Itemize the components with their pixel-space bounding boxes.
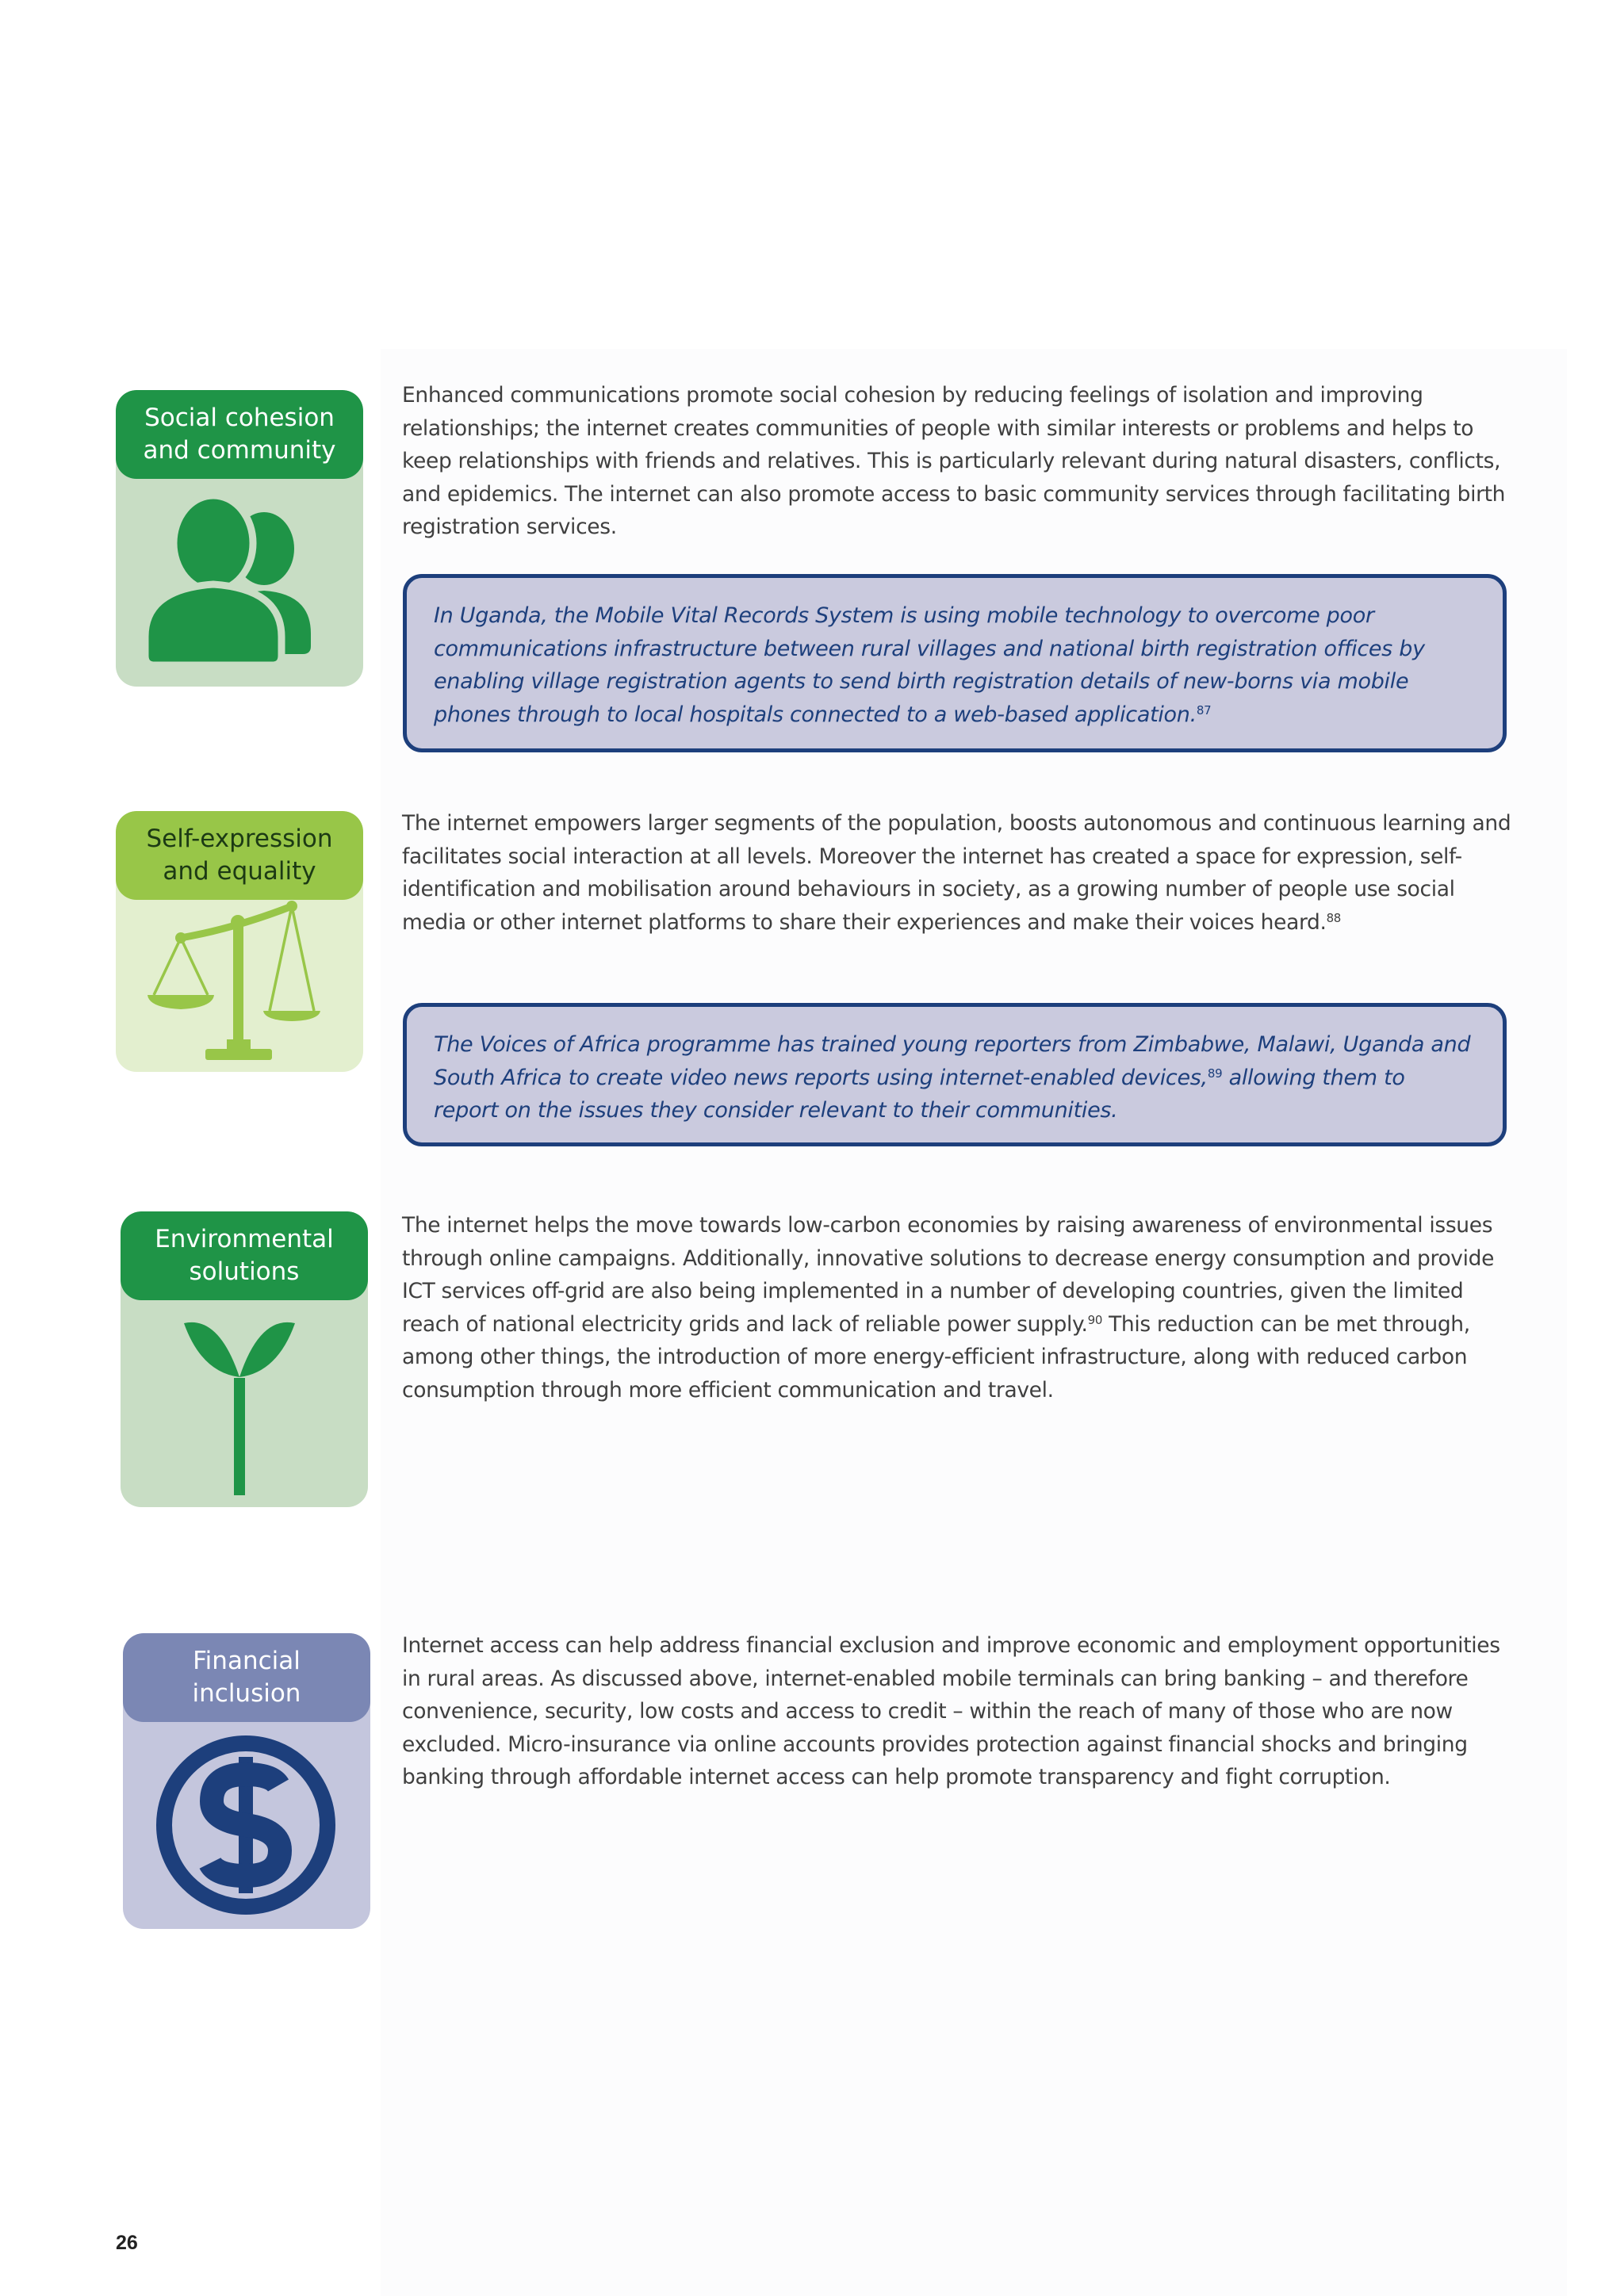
footnote-ref: 87 (1196, 702, 1212, 718)
self-expression-heading: Self-expression and equality (116, 811, 363, 900)
uganda-callout-text: In Uganda, the Mobile Vital Records System is using mobile technology to overcome poor communications infrastructure between rural villages and national birth registration offices by enabling village registration agents to send birth registration details of new-borns via mobile phones through to local hospitals connected to a web-based application.$^{87}$ (434, 603, 1425, 727)
scales-icon (116, 900, 363, 1072)
voices-of-africa-callout-text: The Voices of Africa programme has trained young reporters from Zimbabwe, Malawi, Uganda and South Africa to create video news reports using internet-enabled devices,$^{89}$ allowing them to report on the issues they consider relevant to their communities. (434, 1032, 1471, 1123)
social-cohesion-heading: Social cohesion and community (116, 390, 363, 479)
people-icon (116, 497, 363, 679)
footnote-ref: 88 (1326, 910, 1341, 925)
footnote-ref: 90 (1087, 1312, 1103, 1327)
financial-inclusion-heading: Financial inclusion (123, 1633, 370, 1722)
environmental-heading: Environmental solutions (121, 1211, 368, 1300)
dollar-icon (123, 1727, 370, 1929)
uganda-callout (403, 574, 1507, 752)
environmental-card (121, 1211, 368, 1507)
voices-of-africa-callout (403, 1003, 1507, 1146)
financial-inclusion-card (123, 1633, 370, 1929)
self-expression-card (116, 811, 363, 1072)
social-cohesion-body: Enhanced communications promote social cohesion by reducing feelings of isolation and improving relationships; the internet creates communities of people with similar interests or problems and helps to keep relationships with friends and relatives. This is particularly relevant during natural disasters, conflicts, and epidemics. The internet can also promote access to basic community services through facilitating birth registration services. (402, 383, 1506, 539)
environmental-body: The internet helps the move towards low-carbon economies by raising awareness of environmental issues through online campaigns. Additionally, innovative solutions to decrease energy consumption and provide ICT services off-grid are also being implemented in a number of developing countries, given the limited reach of national electricity grids and lack of reliable power supply.$^{90}$ This reduction can be met through, among other things, the introduction of more energy-efficient infrastructure, along with reduced carbon consumption through more efficient communication and travel. (402, 1213, 1495, 1402)
self-expression-body: The internet empowers larger segments of the population, boosts autonomous and continuous learning and facilitates social interaction at all levels. Moreover the internet has created a space for expression, self-identification and mobilisation around behaviours in society, as a growing number of people use social media or other internet platforms to share their experiences and make their voices heard.$^{88}$ (402, 811, 1511, 935)
sprout-icon (121, 1311, 368, 1507)
page-number: 26 (116, 2232, 138, 2254)
footnote-ref: 89 (1207, 1066, 1223, 1081)
financial-inclusion-body: Internet access can help address financial exclusion and improve economic and employment opportunities in rural areas. As discussed above, internet-enabled mobile terminals can bring banking – and therefore convenience, security, low costs and access to credit – within the reach of many of those who are now excluded. Micro-insurance via online accounts provides protection against financial shocks and bringing banking through affordable internet access can help promote transparency and fight corruption. (402, 1633, 1500, 1789)
social-cohesion-card (116, 390, 363, 687)
